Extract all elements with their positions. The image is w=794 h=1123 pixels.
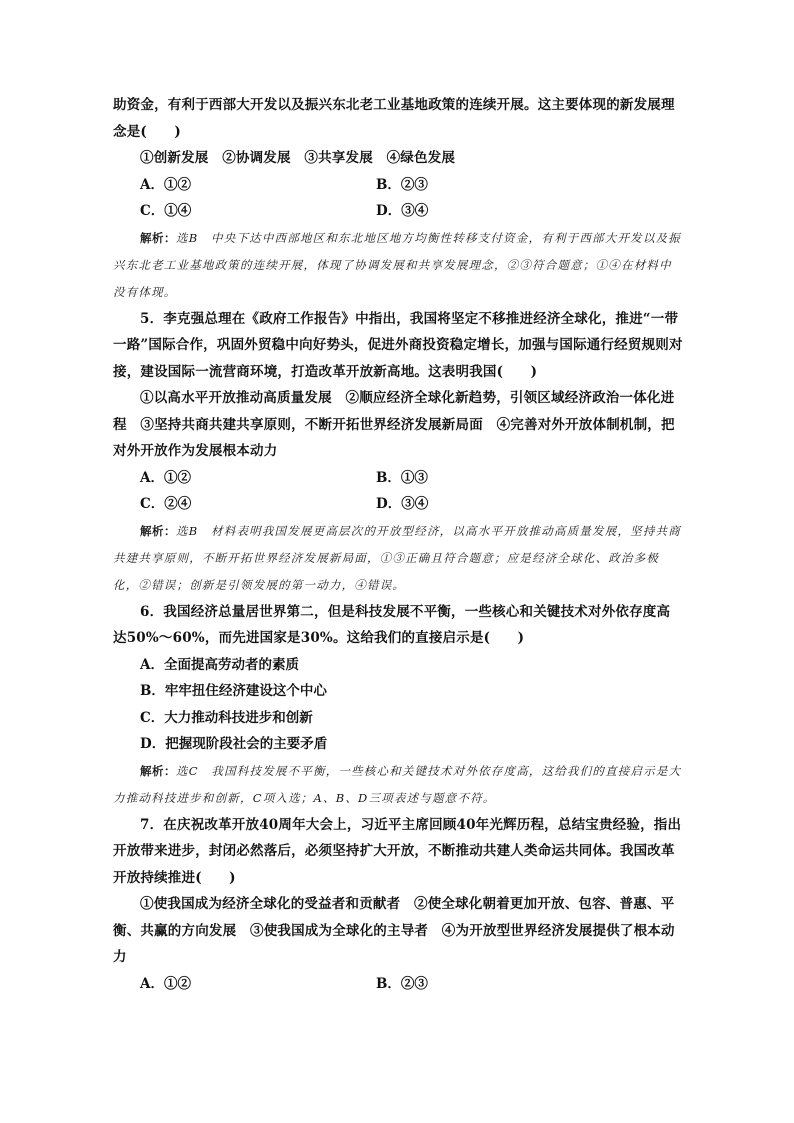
q4-stem: 助资金，有利于西部大开发以及振兴东北老工业基地政策的连续开展。这主要体现的新发展理念是( )	[113, 97, 675, 140]
q5-explanation-label: 解析：	[140, 523, 176, 538]
q5-items: ①以高水平开放推动高质量发展 ②顺应经济全球化新趋势，引领区域经济政治一体化进程 ③坚持共商共建共享原则，不断开拓世界经济发展新局面 ④完善对外开放体制机制，把对外开放作为发展根本动力	[113, 390, 675, 459]
q5-option-b: B．①③	[376, 469, 428, 486]
q4-option-b: B．②③	[376, 176, 428, 193]
q7-options-row-1	[113, 971, 683, 998]
q4-option-a: A．①②	[140, 176, 191, 193]
q4-explanation	[113, 225, 683, 306]
q7-stem: 7．在庆祝改革开放40周年大会上，习近平主席回顾40年光辉历程，总结宝贵经验，指出开放带来进步，封闭必然落后，必须坚持扩大开放，不断推动共建人类命运共同体。我国改革开放持续推进( )	[113, 816, 682, 886]
q4-options-row-1	[113, 172, 683, 199]
q4-option-c: C．①④	[140, 203, 192, 219]
q5-stem: 5．李克强总理在《政府工作报告》中指出，我国将坚定不移推进经济全球化，推进“一带一路”国际合作，巩固外贸稳中向好势头，促进外商投资稳定增长，加强与国际通行经贸规则对接，建设国际一流营商环境，打造改革开放新高地。这表明我国( )	[113, 310, 683, 380]
q4-option-d: D．③④	[376, 203, 429, 219]
q5-option-d: D．③④	[376, 496, 429, 512]
q7-option-b: B．②③	[376, 975, 428, 992]
q7-items: ①使我国成为经济全球化的受益者和贡献者 ②使全球化朝着更加开放、包容、普惠、平衡、共赢的方向发展 ③使我国成为全球化的主导者 ④为开放型世界经济发展提供了根本动力	[113, 896, 675, 965]
q4-explanation-text: 选B 中央下达中西部地区和东北地区地方均衡性转移支付资金，有利于西部大开发以及振兴东北老工业基地政策的连续开展，体现了协调发展和共享发展理念，②③符合题意；①④在材料中没有体现。	[113, 230, 681, 299]
q6-option-b: B．牢牢扭住经济建设这个中心	[140, 683, 327, 699]
q5-option-a: A．①②	[140, 469, 191, 486]
q4-items: ①创新发展 ②协调发展 ③共享发展 ④绿色发展	[140, 150, 456, 166]
q6-explanation	[113, 758, 683, 812]
q6-explanation-text: 选C 我国科技发展不平衡，一些核心和关键技术对外依存度高，这给我们的直接启示是大力推动科技进步和创新，C项入选；A、B、D三项表述与题意不符。	[113, 763, 682, 805]
q5-explanation	[113, 518, 683, 599]
q7-option-a: A．①②	[140, 975, 191, 992]
q5-option-c: C．②④	[140, 496, 192, 512]
q5-options-row-1	[113, 465, 683, 492]
q5-explanation-text: 选B 材料表明我国发展更高层次的开放型经济，以高水平开放推动高质量发展，坚持共商共建共享原则，不断开拓世界经济发展新局面，①③正确且符合题意；应是经济全球化、政治多极化，②错误；创新是引领发展的第一动力，④错误。	[113, 523, 681, 592]
q6-stem: 6．我国经济总量居世界第二，但是科技发展不平衡，一些核心和关键技术对外依存度高达50%～60%，而先进国家是30%。这给我们的直接启示是( )	[113, 603, 671, 646]
q6-option-c: C．大力推动科技进步和创新	[140, 709, 313, 726]
q6-option-d: D．把握现阶段社会的主要矛盾	[140, 736, 328, 752]
question-page	[113, 92, 683, 997]
q4-explanation-label: 解析：	[140, 230, 176, 245]
q5-options-row-2	[113, 491, 683, 518]
q4-options-row-2	[113, 198, 683, 225]
q6-explanation-label: 解析：	[140, 763, 176, 778]
q6-option-a: A．全面提高劳动者的素质	[140, 656, 299, 673]
